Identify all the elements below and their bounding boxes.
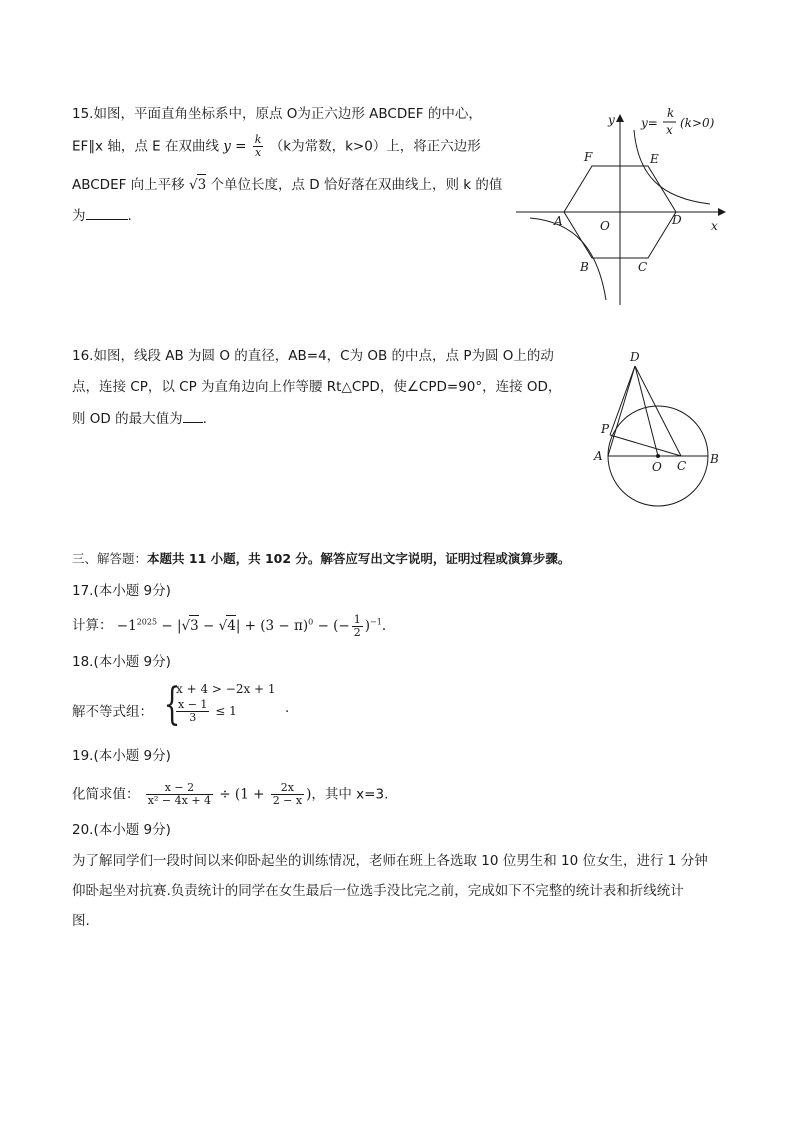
q17-exp-2025: 2025 — [136, 617, 158, 626]
q16-line3-end: . — [202, 411, 207, 427]
q17-header: 17.(本小题 9分) — [72, 583, 171, 599]
q15-line2 — [72, 134, 481, 159]
q17-term-e: − (− — [317, 617, 350, 634]
label-y: y — [608, 113, 615, 127]
q18-brace: { — [163, 679, 181, 730]
q16-figure — [588, 345, 728, 515]
q15-frac-num: k — [254, 133, 262, 146]
q19-op: ÷ (1 + — [219, 786, 265, 803]
label-e: E — [650, 152, 659, 166]
segment-dp — [610, 366, 635, 435]
q16-line3-text: 则 OD 的最大值为 — [72, 411, 183, 427]
q17-end: . — [381, 617, 387, 634]
q15-line3-text-b: 个单位长度，点 D 恰好落在双曲线上，则 k 的值 — [210, 177, 503, 193]
q17-term-a: −1 — [116, 617, 137, 634]
fig-eq-cond: (k>0) — [680, 116, 715, 130]
q18-ineq2 — [176, 699, 237, 724]
fig-eq-y: y= — [641, 116, 658, 130]
label-b: B — [580, 260, 589, 274]
q16-line2: 点，连接 CP，以 CP 为直角边向上作等腰 Rt△CPD，使∠CPD=90°，连接 OD， — [72, 379, 562, 395]
q17-exp-0: 0 — [308, 617, 314, 626]
q15-frac — [253, 134, 264, 159]
q17-term-b: − | — [161, 617, 182, 634]
segment-do — [635, 366, 658, 456]
q15-line2-text-a: EF∥x 轴，点 E 在双曲线 — [72, 138, 219, 155]
section3-prefix: 三、解答题： — [72, 551, 148, 566]
q18-frac-num: x − 1 — [178, 698, 208, 711]
point-o — [656, 454, 660, 458]
q19-frac1 — [146, 782, 213, 807]
q19-frac2-num: 2x — [271, 782, 304, 795]
q19-frac2-den: 2 − x — [272, 794, 303, 807]
q16-line1: 16.如图，线段 AB 为圆 O 的直径，AB=4，C为 OB 的中点，点 P为圆 O上的动 — [72, 348, 554, 364]
hyperbola-branch-q1 — [634, 130, 710, 204]
label-c: C — [638, 260, 648, 274]
q18-frac-den: 3 — [189, 711, 197, 724]
fig-eq-den: x — [666, 123, 673, 137]
q15-line4-text: 为 — [72, 208, 86, 224]
q17-exp-neg1: −1 — [370, 617, 382, 626]
q19-header: 19.(本小题 9分) — [72, 748, 171, 764]
q20-header: 20.(本小题 9分) — [72, 822, 171, 838]
x-axis-arrow — [718, 208, 726, 216]
q17-expression — [72, 612, 386, 639]
q15-line4 — [72, 206, 132, 226]
q15-line1: 15.如图，平面直角坐标系中，原点 O为正六边形 ABCDEF 的中心， — [72, 106, 482, 122]
q18-frac — [176, 699, 209, 724]
label-a: A — [554, 214, 563, 228]
q19-label: 化简求值： — [72, 786, 140, 803]
q17-frac-num: 1 — [353, 612, 361, 626]
hyperbola-branch-q3 — [530, 218, 606, 300]
label-b: B — [710, 452, 719, 466]
q15-line2-text-b: （k为常数，k>0）上，将正六边形 — [269, 138, 481, 155]
q19-tail: ，其中 x=3. — [311, 786, 389, 803]
q17-minus: − — [203, 617, 215, 634]
label-f: F — [584, 150, 593, 164]
fig-eq-num: k — [667, 106, 675, 120]
q19-expression — [72, 782, 388, 807]
label-a: A — [594, 449, 603, 463]
q19-close: ) — [306, 786, 312, 803]
q18-header: 18.(本小题 9分) — [72, 654, 171, 670]
q17-close: ) — [364, 617, 371, 634]
q18-ineq1: x + 4 > −2x + 1 — [176, 682, 276, 696]
segment-dc — [635, 366, 681, 456]
q18-ineq2-rel: ≤ 1 — [215, 704, 237, 718]
q15-line3 — [72, 174, 502, 195]
q17-label: 计算： — [72, 617, 113, 634]
segment-da — [608, 366, 635, 456]
q17-sqrt3: 3 — [189, 615, 199, 636]
q20-line2: 仰卧起坐对抗赛.负责统计的同学在女生最后一位选手没比完之前，完成如下不完整的统计表和折线统计 — [72, 883, 684, 899]
q17-expr: $-1^{2025} - |√3 - √4| + (3 - \pi)^0$ − (− $\frac{1}{2}$ )$^{-1}$. — [116, 612, 387, 639]
label-c: C — [677, 459, 687, 473]
q15-frac-den: x — [255, 146, 262, 159]
q18-end: . — [285, 700, 290, 716]
q20-line3: 图. — [72, 913, 90, 929]
label-p: P — [601, 422, 610, 436]
q19-frac2 — [271, 782, 304, 807]
q18-label: 解不等式组： — [72, 704, 153, 720]
q20-line1: 为了解同学们一段时间以来仰卧起坐的训练情况，老师在班上各选取 10 位男生和 10 位女生，进行 1 分钟 — [72, 853, 708, 869]
section3-instructions: 本题共 11 小题，共 102 分。解答应写出文字说明，证明过程或演算步骤。 — [147, 551, 571, 566]
label-x: x — [711, 219, 718, 233]
segment-pc — [610, 435, 681, 456]
q17-term-d: | + (3 − π) — [235, 617, 309, 634]
q19-frac1-num: x − 2 — [146, 782, 213, 795]
q19-frac1-den: x² − 4x + 4 — [147, 794, 212, 807]
q15-sqrt: √3 — [189, 177, 206, 193]
label-d: D — [630, 350, 640, 364]
q15-answer-blank[interactable] — [86, 219, 128, 220]
q15-line3-text-a: ABCDEF 向上平移 — [72, 177, 185, 193]
q17-frac-half — [352, 614, 363, 639]
label-o: O — [600, 219, 610, 233]
q15-sqrt-value: 3 — [197, 174, 207, 195]
q16-line3 — [72, 409, 207, 429]
q15-eq-y: y = — [223, 138, 247, 155]
label-d: D — [672, 213, 682, 227]
label-o: O — [652, 460, 662, 474]
y-axis-arrow — [616, 114, 624, 122]
q15-line4-end: . — [127, 208, 132, 224]
section3-heading — [72, 549, 570, 569]
q15-figure — [510, 100, 735, 310]
q17-frac-den: 2 — [353, 625, 361, 639]
q16-answer-blank[interactable] — [183, 422, 203, 423]
q17-sqrt4: 4 — [226, 615, 236, 636]
